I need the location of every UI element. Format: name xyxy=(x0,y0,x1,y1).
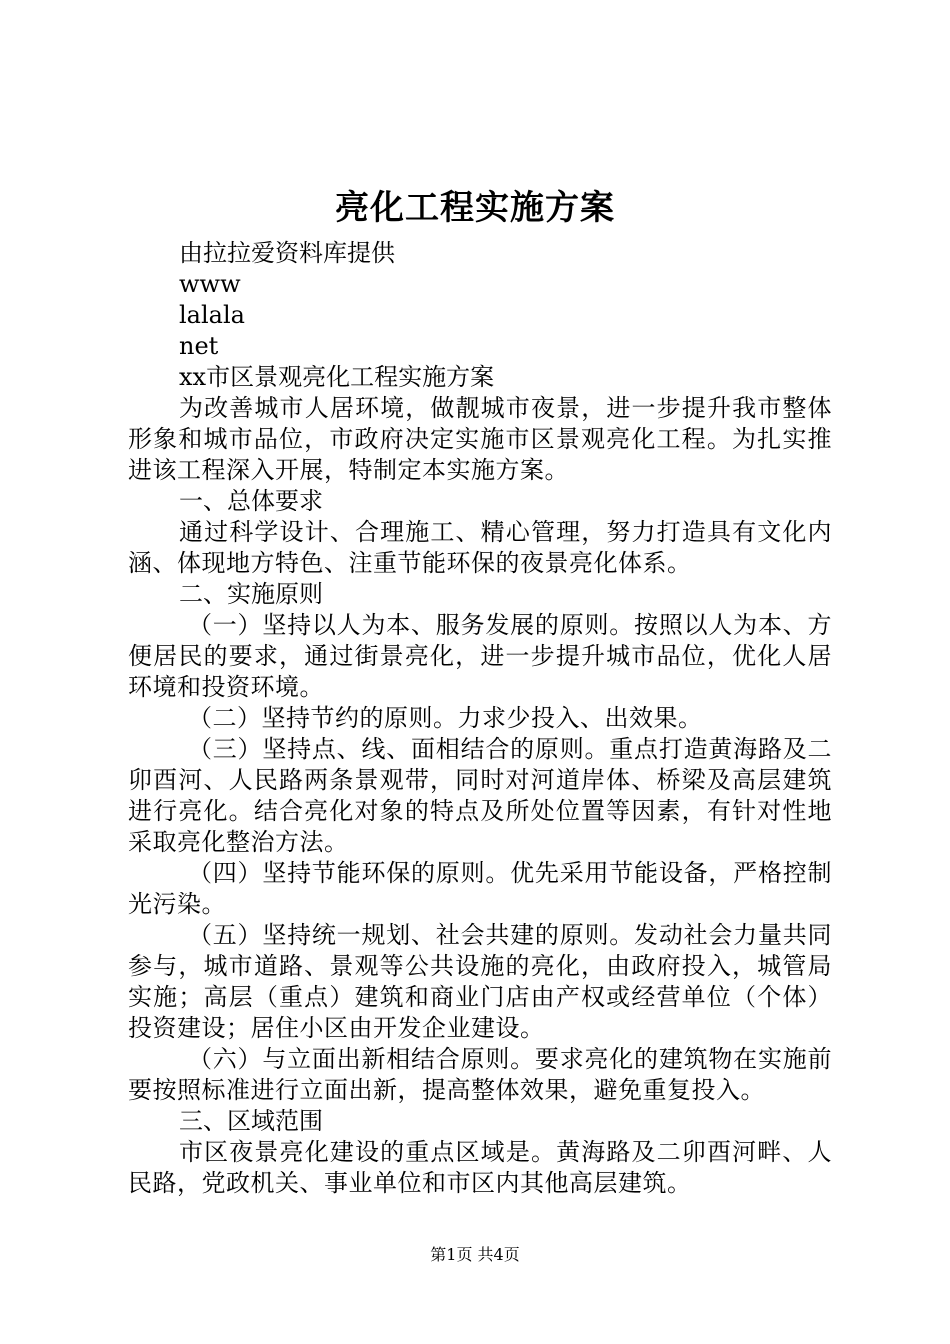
principle-2-paragraph: （二）坚持节约的原则。力求少投入、出效果。 xyxy=(188,704,703,732)
area-scope-paragraph: 市区夜景亮化建设的重点区域是。黄海路及二卯酉河畔、人民路，党政机关、事业单位和市区内其他高层建筑。 xyxy=(128,1138,832,1197)
principle-4-paragraph: （四）坚持节能环保的原则。优先采用节能设备，严格控制光污染。 xyxy=(128,859,832,918)
section-heading-general-requirements: 一、总体要求 xyxy=(179,487,323,515)
document-body xyxy=(128,238,832,1199)
document-title: 亮化工程实施方案 xyxy=(335,188,615,228)
principle-1-paragraph: （一）坚持以人为本、服务发展的原则。按照以人为本、方便居民的要求，通过街景亮化，进一步提升城市品位，优化人居环境和投资环境。 xyxy=(128,611,832,701)
general-requirements-paragraph: 通过科学设计、合理施工、精心管理，努力打造具有文化内涵、体现地方特色、注重节能环保的夜景亮化体系。 xyxy=(128,518,832,577)
section-heading-principles: 二、实施原则 xyxy=(179,580,323,608)
intro-paragraph: 为改善城市人居环境，做靓城市夜景，进一步提升我市整体形象和城市品位，市政府决定实施市区景观亮化工程。为扎实推进该工程深入开展，特制定本实施方案。 xyxy=(128,394,832,484)
principle-3-paragraph: （三）坚持点、线、面相结合的原则。重点打造黄海路及二卯酉河、人民路两条景观带，同时对河道岸体、桥梁及高层建筑进行亮化。结合亮化对象的特点及所处位置等因素，有针对性地采取亮化整治方法。 xyxy=(128,735,832,856)
page-number-footer: 第1页 共4页 xyxy=(430,1245,520,1264)
principle-6-paragraph: （六）与立面出新相结合原则。要求亮化的建筑物在实施前要按照标准进行立面出新，提高整体效果，避免重复投入。 xyxy=(128,1045,832,1104)
url-part-www: www xyxy=(179,270,241,298)
section-heading-area-scope: 三、区域范围 xyxy=(179,1107,323,1135)
source-line: 由拉拉爱资料库提供 xyxy=(179,239,395,267)
principle-5-paragraph: （五）坚持统一规划、社会共建的原则。发动社会力量共同参与，城市道路、景观等公共设施的亮化，由政府投入，城管局实施；高层（重点）建筑和商业门店由产权或经营单位（个体）投资建设；居住小区由开发企业建设。 xyxy=(128,921,832,1042)
document-subtitle: xx市区景观亮化工程实施方案 xyxy=(179,363,495,391)
url-part-lalala: lalala xyxy=(179,301,245,329)
url-part-net: net xyxy=(179,332,219,360)
